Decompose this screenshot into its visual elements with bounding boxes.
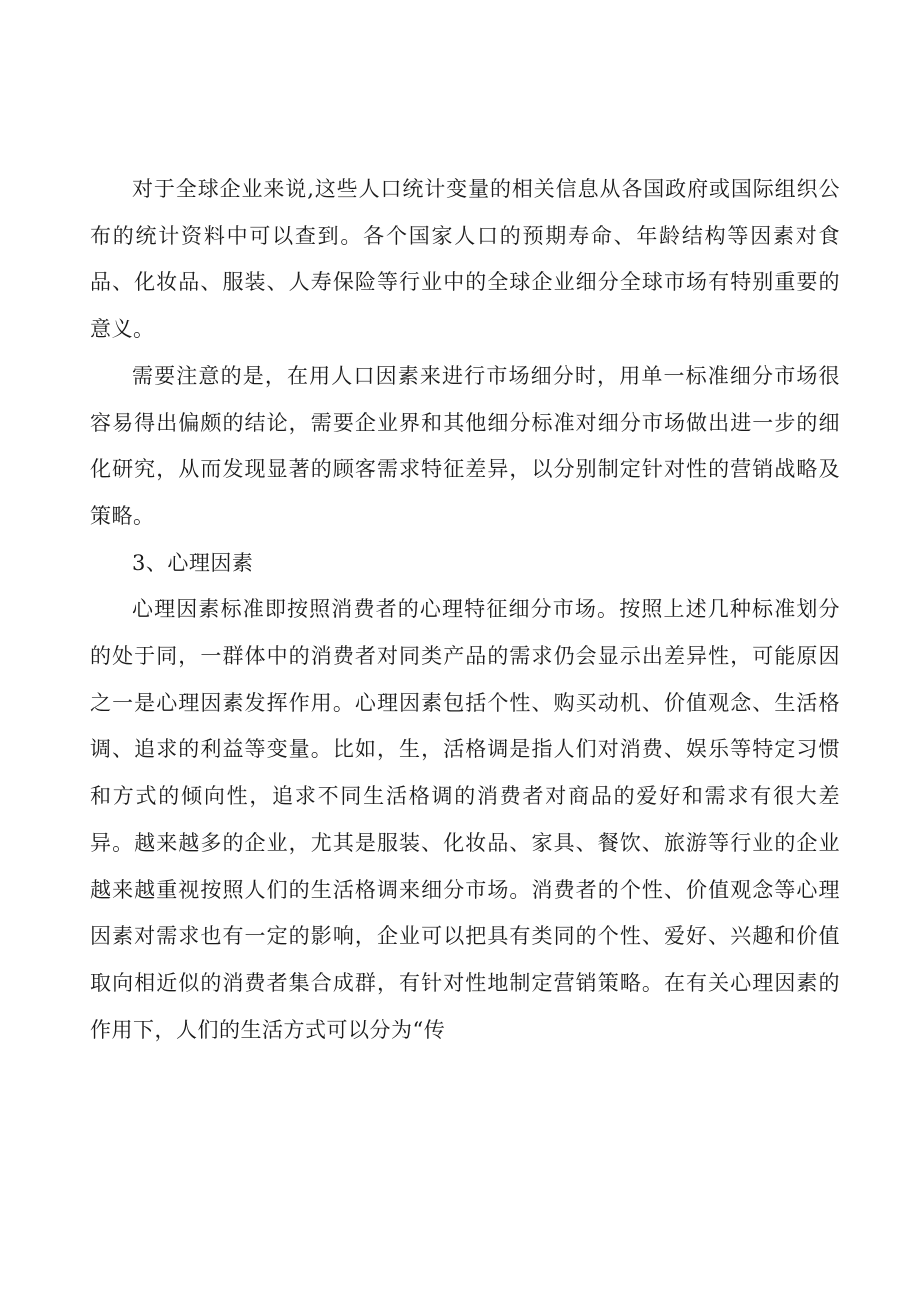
paragraph-demographic-info: 对于全球企业来说,这些人口统计变量的相关信息从各国政府或国际组织公布的统计资料中可以查到。各个国家人口的预期寿命、年龄结构等因素对食品、化妆品、服装、人寿保险等行业中的全球企业细分全球市场有特别重要的意义。 bbox=[90, 177, 840, 342]
document-page bbox=[90, 166, 840, 1053]
paragraph-psychological-factors: 心理因素标准即按照消费者的心理特征细分市场。按照上述几种标准划分的处于同，一群体中的消费者对同类产品的需求仍会显示出差异性，可能原因之一是心理因素发挥作用。心理因素包括个性、购买动机、价值观念、生活格调、追求的利益等变量。比如，生，活格调是指人们对消费、娱乐等特定习惯和方式的倾向性，追求不同生活格调的消费者对商品的爱好和需求有很大差异。越来越多的企业，尤其是服装、化妆品、家具、餐饮、旅游等行业的企业越来越重视按照人们的生活格调来细分市场。消费者的个性、价值观念等心理因素对需求也有一定的影响，企业可以把具有类同的个性、爱好、兴趣和价值取向相近似的消费者集合成群，有针对性地制定营销策略。在有关心理因素的作用下，人们的生活方式可以分为“传 bbox=[90, 597, 840, 1042]
paragraph-caution-note: 需要注意的是，在用人口因素来进行市场细分时，用单一标准细分市场很容易得出偏颇的结论，需要企业界和其他细分标准对细分市场做出进一步的细化研究，从而发现显著的顾客需求特征差异，以分别制定针对性的营销战略及策略。 bbox=[90, 363, 840, 528]
section-heading-psychological-factors: 3、心理因素 bbox=[132, 550, 254, 575]
